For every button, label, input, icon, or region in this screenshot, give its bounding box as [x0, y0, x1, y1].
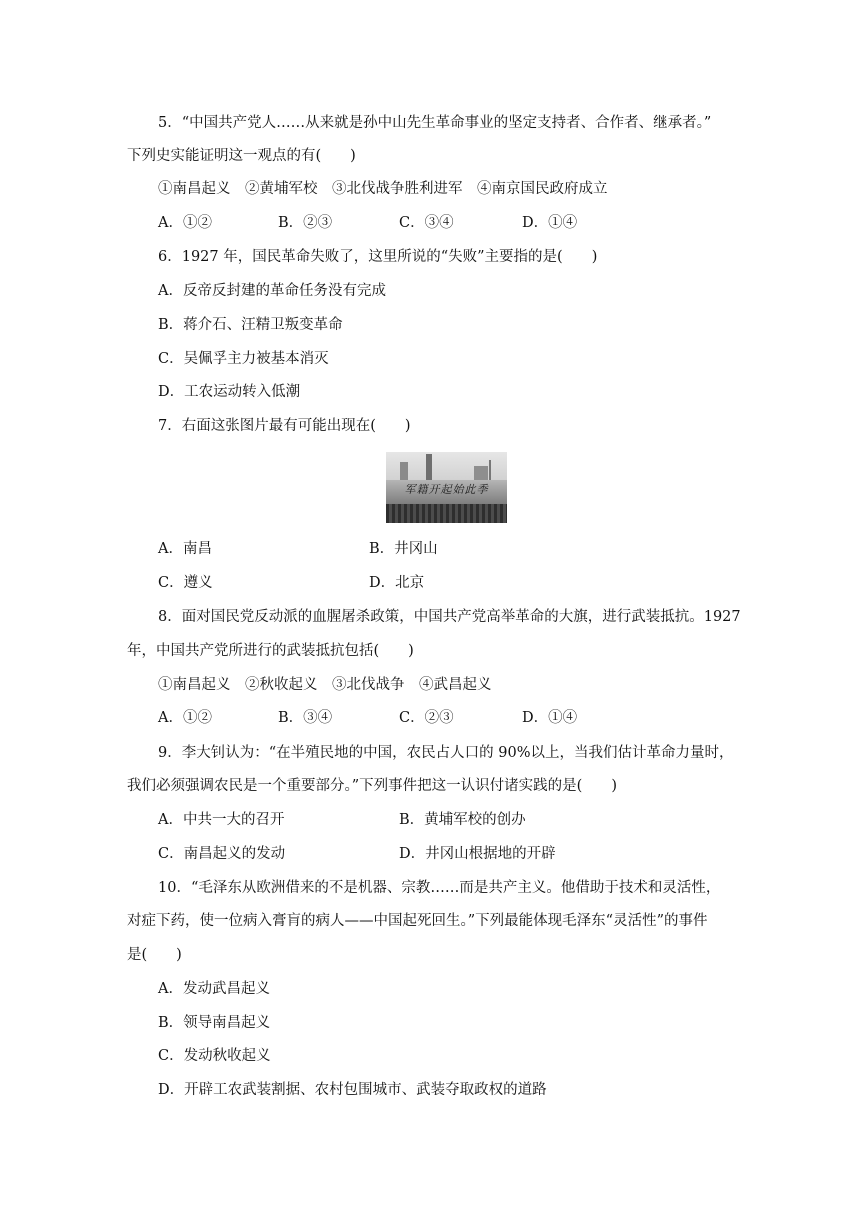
question-6-option-d[interactable]: D．工农运动转入低潮 [158, 384, 301, 400]
question-5-option-d[interactable]: D．①④ [522, 215, 578, 231]
question-8-option-c[interactable]: C．②③ [399, 710, 454, 726]
photo-inscription: 军籍开起始此季 [404, 483, 489, 496]
question-7-stem-line-1: 7．右面这张图片最有可能出现在( ) [158, 418, 411, 434]
question-5-option-a[interactable]: A．①② [158, 215, 212, 231]
question-5-stem-line-1: 5．“中国共产党人……从来就是孙中山先生革命事业的坚定支持者、合作者、继承者。” [158, 115, 712, 131]
question-8-items: ①南昌起义 ②秋收起义 ③北伐战争 ④武昌起义 [158, 677, 492, 693]
question-8-option-b[interactable]: B．③④ [278, 710, 333, 726]
question-7-option-d[interactable]: D．北京 [369, 575, 425, 591]
question-10-option-d[interactable]: D．开辟工农武装割据、农村包围城市、武装夺取政权的道路 [158, 1082, 547, 1098]
question-10-option-b[interactable]: B．领导南昌起义 [158, 1015, 271, 1031]
question-7-option-b[interactable]: B．井冈山 [369, 541, 438, 557]
question-5-option-c[interactable]: C．③④ [399, 215, 454, 231]
question-8-option-a[interactable]: A．①② [158, 710, 212, 726]
question-5-option-b[interactable]: B．②③ [278, 215, 333, 231]
question-10-option-a[interactable]: A．发动武昌起义 [158, 981, 270, 997]
question-7-photo [386, 452, 507, 523]
question-7-option-a[interactable]: A．南昌 [158, 541, 212, 557]
question-8-option-d[interactable]: D．①④ [522, 710, 578, 726]
question-10-stem-line-1: 10．“毛泽东从欧洲借来的不是机器、宗教……而是共产主义。他借助于技术和灵活性， [158, 880, 721, 896]
question-10-stem-line-3: 是( ) [127, 947, 182, 963]
question-9-option-b[interactable]: B．黄埔军校的创办 [399, 812, 526, 828]
question-5-stem-line-2: 下列史实能证明这一观点的有( ) [127, 148, 356, 164]
question-9-option-c[interactable]: C．南昌起义的发动 [158, 846, 286, 862]
question-6-option-b[interactable]: B．蒋介石、汪精卫叛变革命 [158, 317, 343, 333]
question-5-items: ①南昌起义 ②黄埔军校 ③北伐战争胜利进军 ④南京国民政府成立 [158, 181, 608, 197]
photo-tower [426, 454, 432, 482]
question-6-option-a[interactable]: A．反帝反封建的革命任务没有完成 [158, 283, 386, 299]
photo-building-left [400, 462, 408, 482]
question-10-stem-line-2: 对症下药，使一位病入膏肓的病人——中国起死回生。”下列最能体现毛泽东“灵活性”的事件 [127, 913, 708, 929]
question-10-option-c[interactable]: C．发动秋收起义 [158, 1048, 271, 1064]
photo-ground [386, 504, 507, 523]
question-9-stem-line-1: 9．李大钊认为：“在半殖民地的中国，农民占人口的 90%以上，当我们估计革命力量时， [158, 745, 734, 761]
question-6-stem-line-1: 6．1927 年，国民革命失败了，这里所说的“失败”主要指的是( ) [158, 249, 598, 265]
photo-flagpole [489, 460, 491, 482]
question-9-stem-line-2: 我们必须强调农民是一个重要部分。”下列事件把这一认识付诸实践的是( ) [127, 778, 617, 794]
question-7-option-c[interactable]: C．遵义 [158, 575, 213, 591]
question-6-option-c[interactable]: C．吴佩孚主力被基本消灭 [158, 351, 329, 367]
question-9-option-d[interactable]: D．井冈山根据地的开辟 [399, 846, 556, 862]
question-8-stem-line-1: 8．面对国民党反动派的血腥屠杀政策，中国共产党高举革命的大旗，进行武装抵抗。1927 [158, 609, 741, 625]
question-8-stem-line-2: 年，中国共产党所进行的武装抵抗包括( ) [127, 643, 414, 659]
question-9-option-a[interactable]: A．中共一大的召开 [158, 812, 285, 828]
